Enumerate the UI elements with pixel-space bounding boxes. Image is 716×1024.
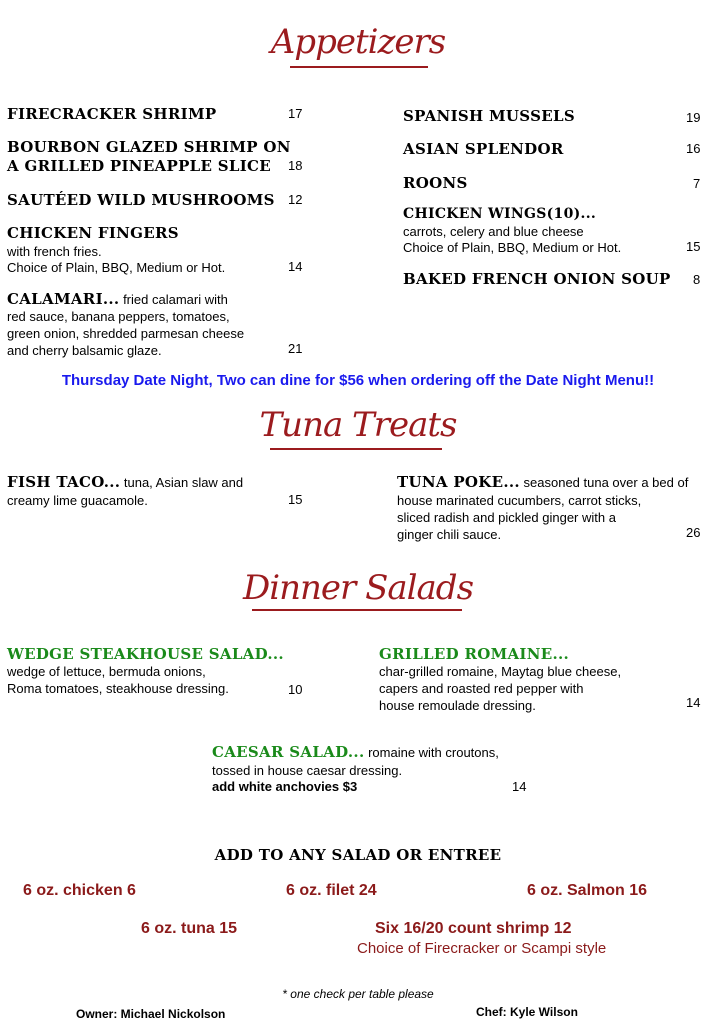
caesar-name: CAESAR SALAD... (212, 743, 365, 761)
addon-shrimp-note: Choice of Firecracker or Scampi style (357, 940, 607, 957)
appetizers-underline (290, 66, 428, 68)
item-wedge-salad: WEDGE STEAKHOUSE SALAD... (7, 645, 284, 663)
addon-shrimp: Six 16/20 count shrimp 12 (375, 920, 572, 937)
appetizers-heading: Appetizers (270, 22, 446, 62)
addon-chicken: 6 oz. chicken 6 (23, 882, 136, 899)
calamari-desc-inline: fried calamari with (119, 292, 228, 307)
fish-taco-desc-inline: tuna, Asian slaw and (120, 475, 244, 490)
addon-salmon: 6 oz. Salmon 16 (527, 882, 648, 899)
price-chicken-fingers: 14 (288, 259, 303, 274)
item-spanish-mussels: SPANISH MUSSELS (403, 107, 575, 125)
price-french-onion-soup: 8 (693, 272, 701, 287)
price-chicken-wings: 15 (686, 239, 701, 254)
item-french-onion-soup: BAKED FRENCH ONION SOUP (403, 270, 671, 288)
tuna-underline (270, 448, 442, 450)
price-tuna-poke: 26 (686, 525, 701, 540)
footer-owner: Owner: Michael Nickolson (76, 1007, 226, 1021)
addon-tuna: 6 oz. tuna 15 (141, 920, 238, 937)
desc-calamari-1: red sauce, banana peppers, tomatoes, (7, 309, 230, 324)
salads-underline (252, 609, 462, 611)
price-bourbon-shrimp: 18 (288, 158, 303, 173)
item-chicken-fingers: CHICKEN FINGERS (7, 224, 179, 242)
desc-calamari-2: green onion, shredded parmesan cheese (7, 326, 245, 341)
desc-grilled-romaine-2: capers and roasted red pepper with (379, 681, 584, 696)
item-firecracker-shrimp: FIRECRACKER SHRIMP (7, 105, 217, 123)
price-grilled-romaine: 14 (686, 695, 701, 710)
price-caesar-salad: 14 (512, 779, 527, 794)
date-night-promo: Thursday Date Night, Two can dine for $56 when ordering off the Date Night Menu!! (61, 372, 655, 389)
desc-tuna-poke-1: house marinated cucumbers, carrot sticks, (397, 493, 642, 508)
item-fish-taco (7, 473, 243, 492)
item-calamari (7, 290, 228, 309)
addons-heading: ADD TO ANY SALAD OR ENTREE (214, 846, 502, 864)
desc-wedge-salad-2: Roma tomatoes, steakhouse dressing. (7, 681, 229, 696)
desc-tuna-poke-3: ginger chili sauce. (397, 527, 502, 542)
desc-chicken-wings-2: Choice of Plain, BBQ, Medium or Hot. (403, 240, 622, 255)
desc-grilled-romaine-3: house remoulade dressing. (379, 698, 536, 713)
item-sauteed-mushrooms: SAUTÉED WILD MUSHROOMS (7, 191, 275, 209)
item-bourbon-shrimp-line2: A GRILLED PINEAPPLE SLICE (7, 157, 272, 175)
desc-calamari-3: and cherry balsamic glaze. (7, 343, 162, 358)
addon-filet: 6 oz. filet 24 (286, 882, 377, 899)
price-roons: 7 (693, 176, 701, 191)
price-spanish-mussels: 19 (686, 110, 701, 125)
price-firecracker-shrimp: 17 (288, 106, 303, 121)
salads-heading: Dinner Salads (242, 568, 474, 608)
item-bourbon-shrimp-line1: BOURBON GLAZED SHRIMP ON (7, 138, 291, 156)
fish-taco-name: FISH TACO... (7, 473, 121, 491)
price-fish-taco: 15 (288, 492, 303, 507)
footer-check-note: * one check per table please (282, 987, 434, 1001)
desc-tuna-poke-2: sliced radish and pickled ginger with a (397, 510, 616, 525)
tuna-poke-desc-inline: seasoned tuna over a bed of (519, 475, 689, 490)
price-sauteed-mushrooms: 12 (288, 192, 303, 207)
price-calamari: 21 (288, 341, 303, 356)
item-grilled-romaine: GRILLED ROMAINE... (379, 645, 570, 663)
desc-chicken-fingers-2: Choice of Plain, BBQ, Medium or Hot. (7, 260, 226, 275)
caesar-desc-inline: romaine with croutons, (364, 745, 499, 760)
footer-chef: Chef: Kyle Wilson (476, 1005, 578, 1019)
item-roons: ROONS (403, 174, 468, 192)
tuna-heading: Tuna Treats (259, 405, 457, 445)
price-asian-splendor: 16 (686, 141, 701, 156)
desc-chicken-wings-1: carrots, celery and blue cheese (403, 224, 584, 239)
item-asian-splendor: ASIAN SPLENDOR (403, 140, 564, 158)
item-caesar-salad (212, 743, 499, 762)
item-tuna-poke (397, 473, 688, 492)
tuna-poke-name: TUNA POKE... (397, 473, 520, 491)
price-wedge-salad: 10 (288, 682, 303, 697)
desc-caesar-1: tossed in house caesar dressing. (212, 763, 403, 778)
desc-chicken-fingers-1: with french fries. (7, 244, 102, 259)
desc-wedge-salad-1: wedge of lettuce, bermuda onions, (7, 664, 206, 679)
item-chicken-wings: CHICKEN WINGS(10)... (403, 206, 597, 222)
desc-fish-taco-1: creamy lime guacamole. (7, 493, 148, 508)
calamari-name: CALAMARI... (7, 290, 120, 308)
caesar-anchovies-addon: add white anchovies $3 (212, 779, 358, 794)
desc-grilled-romaine-1: char-grilled romaine, Maytag blue cheese, (379, 664, 622, 679)
